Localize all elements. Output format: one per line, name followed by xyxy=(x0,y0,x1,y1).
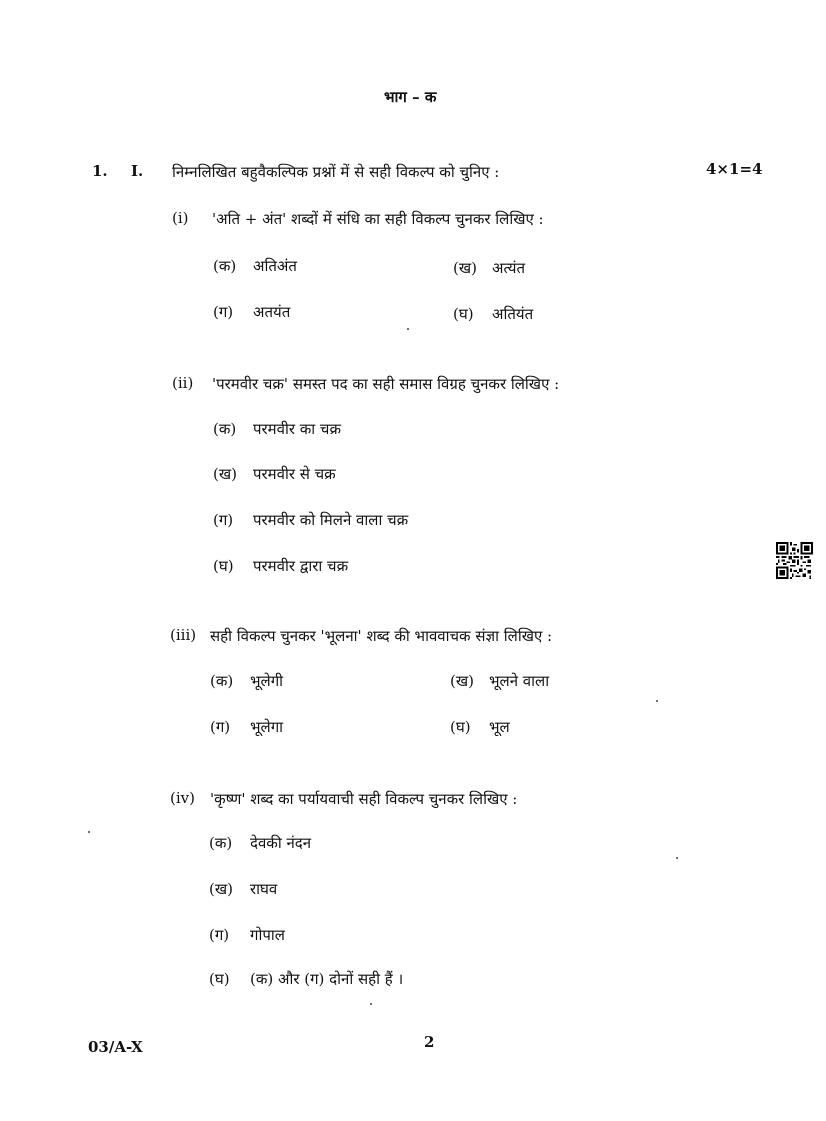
option-text: परमवीर को मिलने वाला चक्र xyxy=(253,511,409,529)
option-label: (घ) xyxy=(453,305,474,323)
scan-speck xyxy=(676,857,678,859)
option-label: (क) xyxy=(213,420,237,438)
option-text: देवकी नंदन xyxy=(250,834,312,852)
option-label: (ग) xyxy=(213,511,234,529)
option-text: अतियंत xyxy=(492,305,534,323)
subquestion-text: 'परमवीर चक्र' समस्त पद का सही समास विग्रह चुनकर लिखिए : xyxy=(212,375,560,393)
option-text: भूल xyxy=(489,718,510,736)
option-label: (ग) xyxy=(209,926,230,944)
option-text: (क) और (ग) दोनों सही हैं । xyxy=(250,970,404,988)
option-label: (ग) xyxy=(213,303,234,321)
option-text: भूलने वाला xyxy=(489,672,550,690)
option-label: (ख) xyxy=(209,880,233,898)
subquestion-text: 'अति + अंत' शब्दों में संधि का सही विकल्प चुनकर लिखिए : xyxy=(212,210,544,228)
option-label: (क) xyxy=(210,672,234,690)
subquestion-text: सही विकल्प चुनकर 'भूलना' शब्द की भाववाचक संज्ञा लिखिए : xyxy=(210,627,553,645)
option-label: (क) xyxy=(209,834,233,852)
option-text: परमवीर का चक्र xyxy=(253,420,341,438)
option-label: (घ) xyxy=(450,718,471,736)
question-instruction: निम्नलिखित बहुवैकल्पिक प्रश्नों में से सही विकल्प को चुनिए : xyxy=(172,163,500,181)
option-text: परमवीर द्वारा चक्र xyxy=(253,557,349,575)
option-label: (ख) xyxy=(450,672,474,690)
option-text: भूलेगा xyxy=(250,718,284,736)
option-text: परमवीर से चक्र xyxy=(253,465,336,483)
option-label: (क) xyxy=(213,257,237,275)
option-label: (ग) xyxy=(210,718,231,736)
subquestion-number: (iii) xyxy=(170,626,197,644)
option-label: (घ) xyxy=(213,557,234,575)
question-part: I. xyxy=(131,162,144,180)
scan-speck xyxy=(370,1003,372,1005)
option-text: भूलेगी xyxy=(250,672,284,690)
page-number: 2 xyxy=(424,1033,435,1051)
scan-speck xyxy=(656,700,658,702)
question-number: 1. xyxy=(92,162,108,180)
subquestion-number: (iv) xyxy=(170,789,195,807)
option-text: अतिअंत xyxy=(253,257,297,275)
scan-speck xyxy=(407,328,409,330)
option-label: (ख) xyxy=(213,465,237,483)
scan-speck xyxy=(88,831,90,833)
subquestion-number: (ii) xyxy=(172,374,194,392)
option-text: गोपाल xyxy=(250,926,285,944)
option-label: (ख) xyxy=(453,259,477,277)
question-marks: 4×1=4 xyxy=(706,160,763,178)
option-text: अत्यंत xyxy=(492,259,526,277)
paper-code: 03/A-X xyxy=(88,1038,143,1056)
option-label: (घ) xyxy=(209,970,230,988)
subquestion-text: 'कृष्ण' शब्द का पर्यायवाची सही विकल्प चुनकर लिखिए : xyxy=(210,790,518,808)
subquestion-number: (i) xyxy=(172,209,189,227)
qr-code-icon xyxy=(776,542,813,579)
option-text: राघव xyxy=(250,880,278,898)
section-title: भाग – क xyxy=(384,88,437,106)
option-text: अतयंत xyxy=(253,303,291,321)
